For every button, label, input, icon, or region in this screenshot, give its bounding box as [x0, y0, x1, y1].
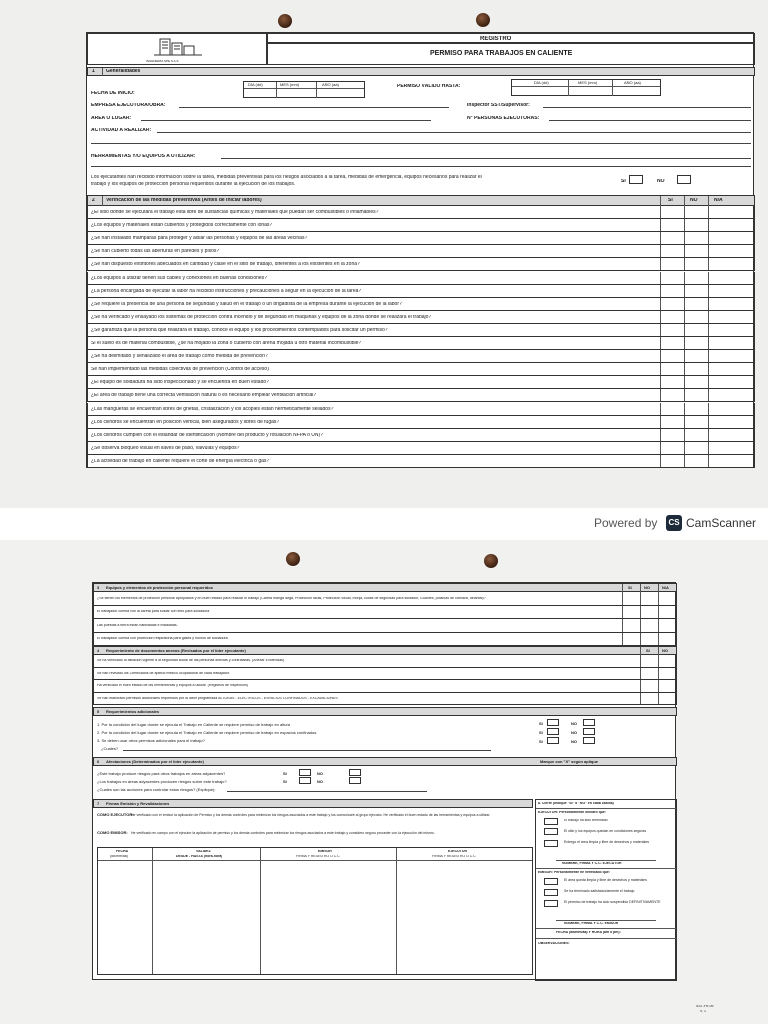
s6-cuales-field[interactable]: [227, 791, 427, 792]
s2-answer-na-cell[interactable]: [709, 455, 754, 467]
s2-answer-no-cell[interactable]: [685, 442, 708, 454]
s2-row: [87, 455, 755, 468]
page-1: [0, 0, 768, 508]
s2-answer-na-cell[interactable]: [709, 389, 754, 401]
s6-2-no-checkbox[interactable]: [349, 777, 361, 784]
s2-answer-no-cell[interactable]: [685, 403, 708, 415]
section-7-header: 7 Firmas Emisión y Revalidaciones: [93, 799, 533, 808]
s5-2-si-checkbox[interactable]: [547, 728, 559, 735]
s3-answer-si-cell[interactable]: [623, 633, 640, 646]
cierre-emisor-1-checkbox[interactable]: [544, 878, 558, 885]
empresa-label: EMPRESA EJECUTORA/OBRA:: [91, 103, 166, 108]
s2-answer-na-cell[interactable]: [709, 403, 754, 415]
s2-answer-no-cell[interactable]: [685, 337, 708, 349]
s2-row: [87, 363, 755, 376]
s2-answer-si-cell[interactable]: [661, 258, 684, 270]
section-2-title: Verificación de las medidas preventivas (Antes de iniciar labores): [106, 198, 262, 203]
s2-answer-si-cell[interactable]: [661, 219, 684, 231]
n-personas-label: N° PERSONAS EJECUTORAS:: [467, 116, 540, 121]
s2-answer-si-cell[interactable]: [661, 311, 684, 323]
s5-cuales-label: ¿Cuales?: [101, 747, 119, 751]
s3-answer-na-cell[interactable]: [659, 633, 676, 646]
section-4-header: 4 Requerimiento de documentos anexos (Revisados por el líder ejecutante) SI NO: [93, 646, 677, 655]
s2-question: ¿Los cilindros se encuentran en posición vertical, bien asegurados y libres de fugas?: [91, 419, 280, 425]
s3-answer-no-cell[interactable]: [641, 606, 658, 619]
s5-1-si-checkbox[interactable]: [547, 719, 559, 726]
s2-question: ¿Se observa bloqueo visual en llaves de paso, válvulas y equipos?: [91, 445, 240, 451]
s4-answer-no-cell[interactable]: [659, 668, 676, 680]
s2-answer-no-cell[interactable]: [685, 416, 708, 428]
actividad-label: ACTIVIDAD A REALIZAR:: [91, 128, 152, 133]
s2-question: ¿El área de trabajo tiene una correcta ventilación natural o es necesario emplear ventilación artificial?: [91, 393, 317, 399]
permit-sheet-page-1: INGENIERIA SPE S.A.S REGISTRO PERMISO PARA TRABAJOS EN CALIENTE 1 Generalidades DÍA (dd) MES (mm) AÑO (aa) FECHA DE INICIO: PERMISO VÁLIDO HASTA: DÍA (dd) MES (mm) AÑO (aa) EMPRESA EJECUTORA/OBRA: Inspector SST/Supervisor: ÁREA O LUGAR: N° PERSONAS EJECUTORAS: ACTIVIDAD A REALIZAR: HERRAMIENTAS Y/O EQUIPOS A UTILIZAR: Los ejecutantes han recibido información sobre la tarea, medidas preventivas para los riesgos asociados a la tarea, medidas de emergencia, equipos necesarios para realizar el trabajo y los equipos de protección personal requeridos durante la ejecución de los trabajos. SI NO 2 Verificación de las medidas preventivas (Antes de iniciar labores) SI NO N/A ¿El sitio donde se ejecutará el trabajo está libre de sustancias químicas y materiales que puedan ser combustibles o inflamables? ¿Los equipos y materiales están cubiertos y protegidos correctamente con lonas? ¿Se han instalado mamparas para proteger y aislar las personas y equipos de las áreas vecinas? ¿Se han cubierto todas las aberturas en paredes y pisos? ¿Se han dispuesto extintores adecuados en cantidad y clase en el sitio de trabajo, diferentes a los existentes en la zona? ¿Los equipos a utilizar tienen sus cables y conexiones en buenas condiciones? ¿La persona encargada de ejecutar la labor ha recibido instrucciones y precauciones a seguir en la ejecución de la tarea? ¿Se requiere la presencia de una persona de seguridad y salud en el trabajo o un brigadista de la empresa durante la ejecución de la labor? ¿Se ha verificado y ensayado los sistemas de protección contra incendio y de seguridad en máquinas y equipos de la zona donde se realizará el trabajo? ¿Se garantiza que la persona que realizará el trabajo, conoce el equipo y los procedimientos contemplados para solicitar un permiso? Si el suelo es de material combustible, ¿se ha mojado la zona o cubierto con arena mojada u otro material incombustible? ¿Se ha delimitado y señalizado el área de trabajo como medida de prevención? Se han implementado las medidas colectivas de prevención (Control de acceso) ¿El equipo de soldadura ha sido inspeccionado y se encuentra en buen estado? ¿El área de trabajo tiene una correcta ventilación natural o es necesario emplear ventilación artificial? ¿Las mangueras se encuentran libres de grietas, cristalización y los acoples están herméticamente sellados? ¿Los cilindros se encuentran en posición vertical, bien asegurados y libres de fugas? ¿Los cilindros cumplen con el estándar de identificación (Nombre del producto y rotulación NFPA o UN)? ¿Se observa bloqueo visual en llaves de paso, válvulas y equipos? ¿La actividad de trabajo en caliente requiere el corte de energía eléctrica o gas?: [86, 32, 754, 468]
s2-answer-si-cell[interactable]: [661, 442, 684, 454]
s2-answer-si-cell[interactable]: [661, 272, 684, 284]
s2-answer-si-cell[interactable]: [661, 403, 684, 415]
powered-by-text: Powered by: [594, 516, 658, 530]
cierre-emisor-3-checkbox[interactable]: [544, 900, 558, 907]
s2-answer-na-cell[interactable]: [709, 363, 754, 375]
section-5-header: 5 Requerimientos adicionales: [93, 707, 677, 716]
s2-question: ¿Los cilindros cumplen con el estándar de identificación (Nombre del producto y rotulación NFPA o UN)?: [91, 432, 323, 438]
fecha-inicio-label: FECHA DE INICIO:: [91, 91, 135, 96]
s2-answer-si-cell[interactable]: [661, 389, 684, 401]
s3-row: [93, 606, 677, 620]
empresa-field[interactable]: [179, 107, 449, 108]
s3-answer-na-cell[interactable]: [659, 592, 676, 605]
s6-cuales-label: ¿Cuales son las acciones para controlar estos riesgos? (Explique):: [97, 788, 216, 792]
s2-row: [87, 285, 755, 298]
section-3-title: Equipos y elementos de protección personal requeridos: [106, 586, 213, 590]
s2-answer-no-cell[interactable]: [685, 455, 708, 467]
s2-row: [87, 350, 755, 363]
herramientas-label: HERRAMIENTAS Y/O EQUIPOS A UTILIZAR:: [91, 154, 196, 159]
s2-answer-si-cell[interactable]: [661, 337, 684, 349]
cierre-ejecutor-1-checkbox[interactable]: [544, 818, 558, 825]
s2-answer-si-cell[interactable]: [661, 206, 684, 218]
fecha-inicio-box[interactable]: DÍA (dd) MES (mm) AÑO (aa): [243, 81, 365, 98]
s2-row: [87, 429, 755, 442]
s2-answer-no-cell[interactable]: [685, 272, 708, 284]
s2-answer-no-cell[interactable]: [685, 298, 708, 310]
inspector-field[interactable]: [543, 107, 751, 108]
s2-row: [87, 416, 755, 429]
s2-question: ¿Se han dispuesto extintores adecuados en cantidad y clase en el sitio de trabajo, diferentes a los existentes en la zona?: [91, 262, 360, 268]
s2-row: [87, 403, 755, 416]
s2-answer-si-cell[interactable]: [661, 455, 684, 467]
s2-question: ¿Se garantiza que la persona que realizará el trabajo, conoce el equipo y los procedimientos contemplados para solicitar un permiso?: [91, 327, 388, 333]
s3-row: [93, 619, 677, 633]
s6-item-2: ¿Los trabajos en áreas adyacentes producen riesgos sobre este trabajo?: [97, 780, 227, 784]
n-personas-field[interactable]: [549, 120, 751, 121]
info-no-checkbox[interactable]: [677, 175, 691, 184]
inspector-label: Inspector SST/Supervisor:: [467, 103, 530, 108]
s2-answer-na-cell[interactable]: [709, 219, 754, 231]
s2-question: ¿Se ha verificado y ensayado los sistemas de protección contra incendio y de seguridad en máquinas y equipos de la zona donde se realizará el trabajo?: [91, 314, 432, 320]
s3-answer-si-cell[interactable]: [623, 606, 640, 619]
permit-sheet-page-2: 3 Equipos y elementos de protección personal requeridos SI NO N/A ¿Se tienen los elementos de protección personal apropiados y en buen estado para realizar el trabajo (Careta manga larga, Protección facial, Protección visual, monjá, Botas de seguridad para soldador, Guantes, polainas de carnaza, delantal)? El trabajador cuenta con la careta para soldar con filtro para soldadura Las puestas a tierra están habilitadas e instaladas. El trabajador cuenta con protección respiratoria para gases y humos de soldadura. 4 Requerimiento de documentos anexos (Revisados por el líder ejecutante) SI NO Se ha verificado la afiliación vigente a la seguridad social de las personas directas y contratistas. (Anexar Evidencias) Se han revisado los Certificados de aptitud médico ocupacional de cada trabajador. Ha verificado el buen estado de las herramientas y equipos a utilizar. (Registros de inspección) Se han elaborado permisos adicionales requeridos por la labor programada ALTURAS - ELÉCTRICOS - ESPACIOS CONFINADOS - EXCAVACIONES 5 Requerimientos adicionales 1. Por la condición del lugar donde se ejecuta el Trabajo en Caliente se requiere permiso de trabajo en altura 2. Por la condición del lugar donde se ejecuta el Trabajo en Caliente se requiere permiso de trabajo en espacios confinados. 3. Se deben usar otros permisos adicionales para el trabajo? ¿Cuales? SI NO SI NO SI NO 6 Afectaciones (Determinados por el líder ejecutante) Marque con "X" según aplique ¿Este trabajo produce riesgos para otros trabajos en áreas adyacentes? ¿Los trabajos en áreas adyacentes producen riesgos sobre este trabajo? ¿Cuales son las acciones para controlar estos riesgos? (Explique): SI NO SI NO 7 Firmas Emisión y Revalidaciones COMO EJECUTOR: He verificado con el emisor la aplicación de Permiso y los demás controles para minimizar los riesgos asociados a este trabajo y los comunicaré al grupo ejecutor. He verificado el buen estado de las herramientas y equipos a utilizar. COMO EMISOR: He verificado en campo con el ejecutor la aplicación de permiso y los demás controles para minimizar los riesgos asociados a este trabajo y considero seguro proceder con la ejecución del mismo. FECHA (dd/mm/aa) VALIDEZ DESDE - HASTA (hora-hora) EMISOR FIRMA Y REGISTRO O C.C EJECUTOR FIRMA Y REGISTRO O C.C 8. Cierre (Indique "SI" o "NO" en cada casilla) EJECUTOR: Personalmente declaro que: El trabajo ha sido terminado El sitio y los equipos quedan en condiciones seguras Entrego el área limpia y libre de desechos y materiales NOMBRE, FIRMA Y C.C. EJECUTOR EMISOR: Personalmente he verificado que: El área queda limpia y libre de desechos y materiales Se ha terminado satisfactoriamente el trabajo El permiso de trabajo ha sido suspendido DEFINITIVAMENTE NOMBRE, FIRMA Y C.C. EMISOR FECHA (dd/mm/aa) Y HORA (am o pm): OBSERVACIONES:: [92, 582, 676, 980]
s2-question: ¿Las mangueras se encuentran libres de grietas, cristalización y los acoples están herméticamente sellados?: [91, 406, 334, 412]
s4-row: [93, 680, 677, 693]
s4-answer-si-cell[interactable]: [641, 668, 658, 680]
s2-answer-si-cell[interactable]: [661, 285, 684, 297]
logo-caption: INGENIERIA SPE S.A.S: [146, 60, 179, 63]
s2-answer-no-cell[interactable]: [685, 206, 708, 218]
actividad-field[interactable]: [157, 132, 751, 133]
s2-question: ¿Se ha delimitado y señalizado el área de trabajo como medida de prevención?: [91, 354, 268, 360]
s2-row: [87, 272, 755, 285]
s2-row: [87, 442, 755, 455]
s2-answer-no-cell[interactable]: [685, 376, 708, 388]
s2-row: [87, 206, 755, 219]
s2-row: [87, 219, 755, 232]
s2-answer-na-cell[interactable]: [709, 416, 754, 428]
camscanner-logo-icon: CS: [666, 515, 682, 531]
s2-answer-no-cell[interactable]: [685, 350, 708, 362]
s6-item-1: ¿Este trabajo produce riesgos para otros trabajos en áreas adyacentes?: [97, 772, 226, 776]
s2-answer-na-cell[interactable]: [709, 298, 754, 310]
s2-answer-na-cell[interactable]: [709, 429, 754, 441]
s5-item-1: 1. Por la condición del lugar donde se ejecuta el Trabajo en Caliente se requiere permiso de trabajo en altura: [97, 723, 291, 727]
logo-box: [87, 33, 267, 65]
s3-answer-no-cell[interactable]: [641, 633, 658, 646]
s4-answer-no-cell[interactable]: [659, 693, 676, 705]
s4-row: [93, 668, 677, 681]
s2-row: [87, 311, 755, 324]
cierre-emisor-2-checkbox[interactable]: [544, 889, 558, 896]
s2-row: [87, 245, 755, 258]
s3-question: ¿Se tienen los elementos de protección personal apropiados y en buen estado para realizar el trabajo (Careta manga larga, Protección facial, Protección visual, monjá, Botas de seguridad para soldador, Guantes, polainas de carnaza, delantal)?: [97, 596, 486, 600]
s2-answer-si-cell[interactable]: [661, 429, 684, 441]
s7-emisor-text: He verificado en campo con el ejecutor la aplicación de permiso y los demás controles para minimizar los riesgos asociados a este trabajo y considero seguro proceder con la ejecución del mismo.: [131, 831, 435, 835]
s2-answer-si-cell[interactable]: [661, 324, 684, 336]
s2-answer-si-cell[interactable]: [661, 245, 684, 257]
s2-answer-no-cell[interactable]: [685, 389, 708, 401]
section-8-title: 8. Cierre (Indique "SI" o "NO" en cada casilla): [538, 802, 614, 805]
observaciones-label: OBSERVACIONES:: [538, 942, 570, 945]
s2-row: [87, 337, 755, 350]
s2-answer-no-cell[interactable]: [685, 258, 708, 270]
s6-1-no-checkbox[interactable]: [349, 769, 361, 776]
s4-row: [93, 655, 677, 668]
s2-answer-si-cell[interactable]: [661, 363, 684, 375]
s2-answer-si-cell[interactable]: [661, 232, 684, 244]
s2-question: Si el suelo es de material combustible, ¿se ha mojado la zona o cubierto con arena mojada u otro material incombustible?: [91, 341, 362, 347]
s2-answer-no-cell[interactable]: [685, 232, 708, 244]
section-2-header: 2 Verificación de las medidas preventivas (Antes de iniciar labores) SI NO N/A: [87, 195, 755, 206]
powered-by-bar: [0, 508, 768, 540]
herramientas-field[interactable]: [221, 158, 751, 159]
s4-question: Se han revisado los Certificados de aptitud médico ocupacional de cada trabajador.: [97, 671, 230, 675]
info-si-checkbox[interactable]: [629, 175, 643, 184]
s2-answer-no-cell[interactable]: [685, 245, 708, 257]
s2-question: ¿Se requiere la presencia de una persona de seguridad y salud en el trabajo o un brigadista de la empresa durante la ejecución de la labor?: [91, 301, 402, 307]
s3-answer-na-cell[interactable]: [659, 619, 676, 632]
registro-label: REGISTRO: [480, 36, 512, 42]
s2-answer-na-cell[interactable]: [709, 206, 754, 218]
s4-question: Se ha verificado la afiliación vigente a la seguridad social de las personas directas y contratistas. (Anexar Evidencias): [97, 659, 285, 663]
form-version: V. 1: [700, 1010, 706, 1013]
permiso-valido-box[interactable]: DÍA (dd) MES (mm) AÑO (aa): [511, 79, 661, 96]
section-6-header: 6 Afectaciones (Determinados por el líder ejecutante) Marque con "X" según aplique: [93, 757, 677, 766]
s3-answer-no-cell[interactable]: [641, 619, 658, 632]
s2-row: [87, 376, 755, 389]
area-field[interactable]: [141, 120, 431, 121]
s2-question: ¿Los equipos y materiales están cubiertos y protegidos correctamente con lonas?: [91, 223, 273, 229]
form-code: SST-FR-09: [696, 1005, 714, 1008]
signatures-table: FECHA (dd/mm/aa) VALIDEZ DESDE - HASTA (hora-hora) EMISOR FIRMA Y REGISTRO O C.C EJECUTOR FIRMA Y REGISTRO O C.C: [97, 847, 533, 975]
s2-answer-si-cell[interactable]: [661, 298, 684, 310]
s2-answer-no-cell[interactable]: [685, 311, 708, 323]
pin-icon: [476, 13, 490, 27]
page-2: [0, 540, 768, 1024]
s3-question: Las puestas a tierra están habilitadas e instaladas.: [97, 623, 178, 627]
s2-answer-no-cell[interactable]: [685, 285, 708, 297]
s2-question: ¿La persona encargada de ejecutar la labor ha recibido instrucciones y precauciones a seguir en la ejecución de la tarea?: [91, 288, 362, 294]
s4-question: Ha verificado el buen estado de las herramientas y equipos a utilizar. (Registros de inspección): [97, 684, 249, 688]
s4-answer-si-cell[interactable]: [641, 693, 658, 705]
s2-row: [87, 298, 755, 311]
s4-answer-si-cell[interactable]: [641, 680, 658, 692]
s2-row: [87, 258, 755, 271]
pin-icon: [278, 14, 292, 28]
s5-item-2: 2. Por la condición del lugar donde se ejecuta el Trabajo en Caliente se requiere permiso de trabajo en espacios confinados.: [97, 731, 318, 735]
s6-marque-label: Marque con "X" según aplique: [540, 760, 599, 764]
s7-ejecutor-label: COMO EJECUTOR:: [97, 813, 134, 817]
building-logo-icon: [150, 37, 206, 59]
s2-row: [87, 232, 755, 245]
s2-answer-si-cell[interactable]: [661, 416, 684, 428]
s2-answer-si-cell[interactable]: [661, 350, 684, 362]
s2-answer-na-cell[interactable]: [709, 232, 754, 244]
s2-question: ¿El sitio donde se ejecutará el trabajo está libre de sustancias químicas y materiales que puedan ser combustibles o inflamables?: [91, 210, 379, 216]
pin-icon: [286, 552, 300, 566]
section-6-title: Afectaciones (Determinados por el líder ejecutante): [106, 760, 204, 764]
cierre-ejecutor-2-checkbox[interactable]: [544, 828, 558, 835]
camscanner-brand: CamScanner: [686, 516, 757, 530]
s2-answer-na-cell[interactable]: [709, 324, 754, 336]
s2-answer-no-cell[interactable]: [685, 429, 708, 441]
s2-answer-na-cell[interactable]: [709, 245, 754, 257]
s2-question: ¿La actividad de trabajo en caliente requiere el corte de energía eléctrica o gas?: [91, 458, 270, 464]
section-7-title: Firmas Emisión y Revalidaciones: [106, 802, 170, 806]
s4-question: Se han elaborado permisos adicionales requeridos por la labor programada ALTURAS - ELÉCTRICOS - ESPACIOS CONFINADOS - EXCAVACIONES: [97, 696, 338, 700]
s2-answer-no-cell[interactable]: [685, 324, 708, 336]
section-3-header: 3 Equipos y elementos de protección personal requeridos SI NO N/A: [93, 583, 677, 592]
s2-answer-no-cell[interactable]: [685, 363, 708, 375]
s2-answer-na-cell[interactable]: [709, 285, 754, 297]
info-statement: Los ejecutantes han recibido información sobre la tarea, medidas preventivas para los riesgos asociados a la tarea, medidas de emergencia, equipos necesarios para realizar el: [91, 175, 482, 180]
s2-answer-na-cell[interactable]: [709, 311, 754, 323]
s6-2-si-checkbox[interactable]: [299, 777, 311, 784]
section-4-title: Requerimiento de documentos anexos (Revisados por el líder ejecutante): [106, 649, 246, 653]
s2-row: [87, 389, 755, 402]
cierre-ejecutor-3-checkbox[interactable]: [544, 840, 558, 847]
s2-answer-na-cell[interactable]: [709, 337, 754, 349]
s4-answer-no-cell[interactable]: [659, 680, 676, 692]
s5-2-no-checkbox[interactable]: [583, 728, 595, 735]
section-8-cierre: 8. Cierre (Indique "SI" o "NO" en cada casilla) EJECUTOR: Personalmente declaro que: El trabajo ha sido terminado El sitio y los equipos quedan en condiciones seguras Entrego el área limpia y libre de desechos y materiales NOMBRE, FIRMA Y C.C. EJECUTOR EMISOR: Personalmente he verificado que: El área queda limpia y libre de desechos y materiales Se ha terminado satisfactoriamente el trabajo El permiso de trabajo ha sido suspendido DEFINITIVAMENTE NOMBRE, FIRMA Y C.C. EMISOR FECHA (dd/mm/aa) Y HORA (am o pm): OBSERVACIONES:: [535, 799, 677, 981]
s4-answer-si-cell[interactable]: [641, 655, 658, 667]
s3-answer-no-cell[interactable]: [641, 592, 658, 605]
s2-answer-na-cell[interactable]: [709, 350, 754, 362]
permiso-valido-label: PERMISO VÁLIDO HASTA:: [397, 84, 461, 89]
s2-question: Se han implementado las medidas colectivas de prevención (Control de acceso): [91, 367, 269, 373]
section-1-title: Generalidades: [106, 69, 141, 74]
s3-row: [93, 592, 677, 606]
s2-answer-no-cell[interactable]: [685, 219, 708, 231]
s3-question: El trabajador cuenta con la careta para soldar con filtro para soldadura: [97, 610, 210, 614]
form-title: PERMISO PARA TRABAJOS EN CALIENTE: [430, 50, 573, 57]
s2-answer-na-cell[interactable]: [709, 272, 754, 284]
s2-answer-na-cell[interactable]: [709, 442, 754, 454]
s3-row: [93, 633, 677, 647]
s5-item-3: 3. Se deben usar otros permisos adicionales para el trabajo?: [97, 739, 205, 743]
pin-icon: [484, 554, 498, 568]
section-5-title: Requerimientos adicionales: [106, 710, 160, 714]
s3-answer-na-cell[interactable]: [659, 606, 676, 619]
s6-1-si-checkbox[interactable]: [299, 769, 311, 776]
s5-1-no-checkbox[interactable]: [583, 719, 595, 726]
s4-answer-no-cell[interactable]: [659, 655, 676, 667]
s3-question: El trabajador cuenta con protección respiratoria para gases y humos de soldadura.: [97, 637, 229, 641]
s2-question: ¿Los equipos a utilizar tienen sus cables y conexiones en buenas condiciones?: [91, 275, 267, 281]
s5-3-si-checkbox[interactable]: [547, 737, 559, 744]
s5-3-no-checkbox[interactable]: [583, 737, 595, 744]
s2-question: ¿Se han cubierto todas las aberturas en paredes y pisos?: [91, 249, 220, 255]
s4-row: [93, 693, 677, 706]
s7-emisor-label: COMO EMISOR:: [97, 831, 128, 835]
s2-row: [87, 324, 755, 337]
s2-question: ¿Se han instalado mamparas para proteger y aislar las personas y equipos de las áreas vecinas?: [91, 236, 308, 242]
section-1-header: 1 Generalidades: [87, 67, 755, 76]
s2-answer-na-cell[interactable]: [709, 258, 754, 270]
s3-answer-si-cell[interactable]: [623, 619, 640, 632]
area-label: ÁREA O LUGAR:: [91, 116, 132, 121]
s3-answer-si-cell[interactable]: [623, 592, 640, 605]
s2-answer-si-cell[interactable]: [661, 376, 684, 388]
s7-ejecutor-text: He verificado con el emisor la aplicación de Permiso y los demás controles para minimizar los riesgos asociados a este trabajo y los comunicaré al grupo ejecutor. He verificado el buen estado de las herramientas y equipos a utilizar.: [131, 813, 491, 817]
s5-cuales-field[interactable]: [123, 750, 491, 751]
s2-answer-na-cell[interactable]: [709, 376, 754, 388]
s2-question: ¿El equipo de soldadura ha sido inspeccionado y se encuentra en buen estado?: [91, 380, 269, 386]
